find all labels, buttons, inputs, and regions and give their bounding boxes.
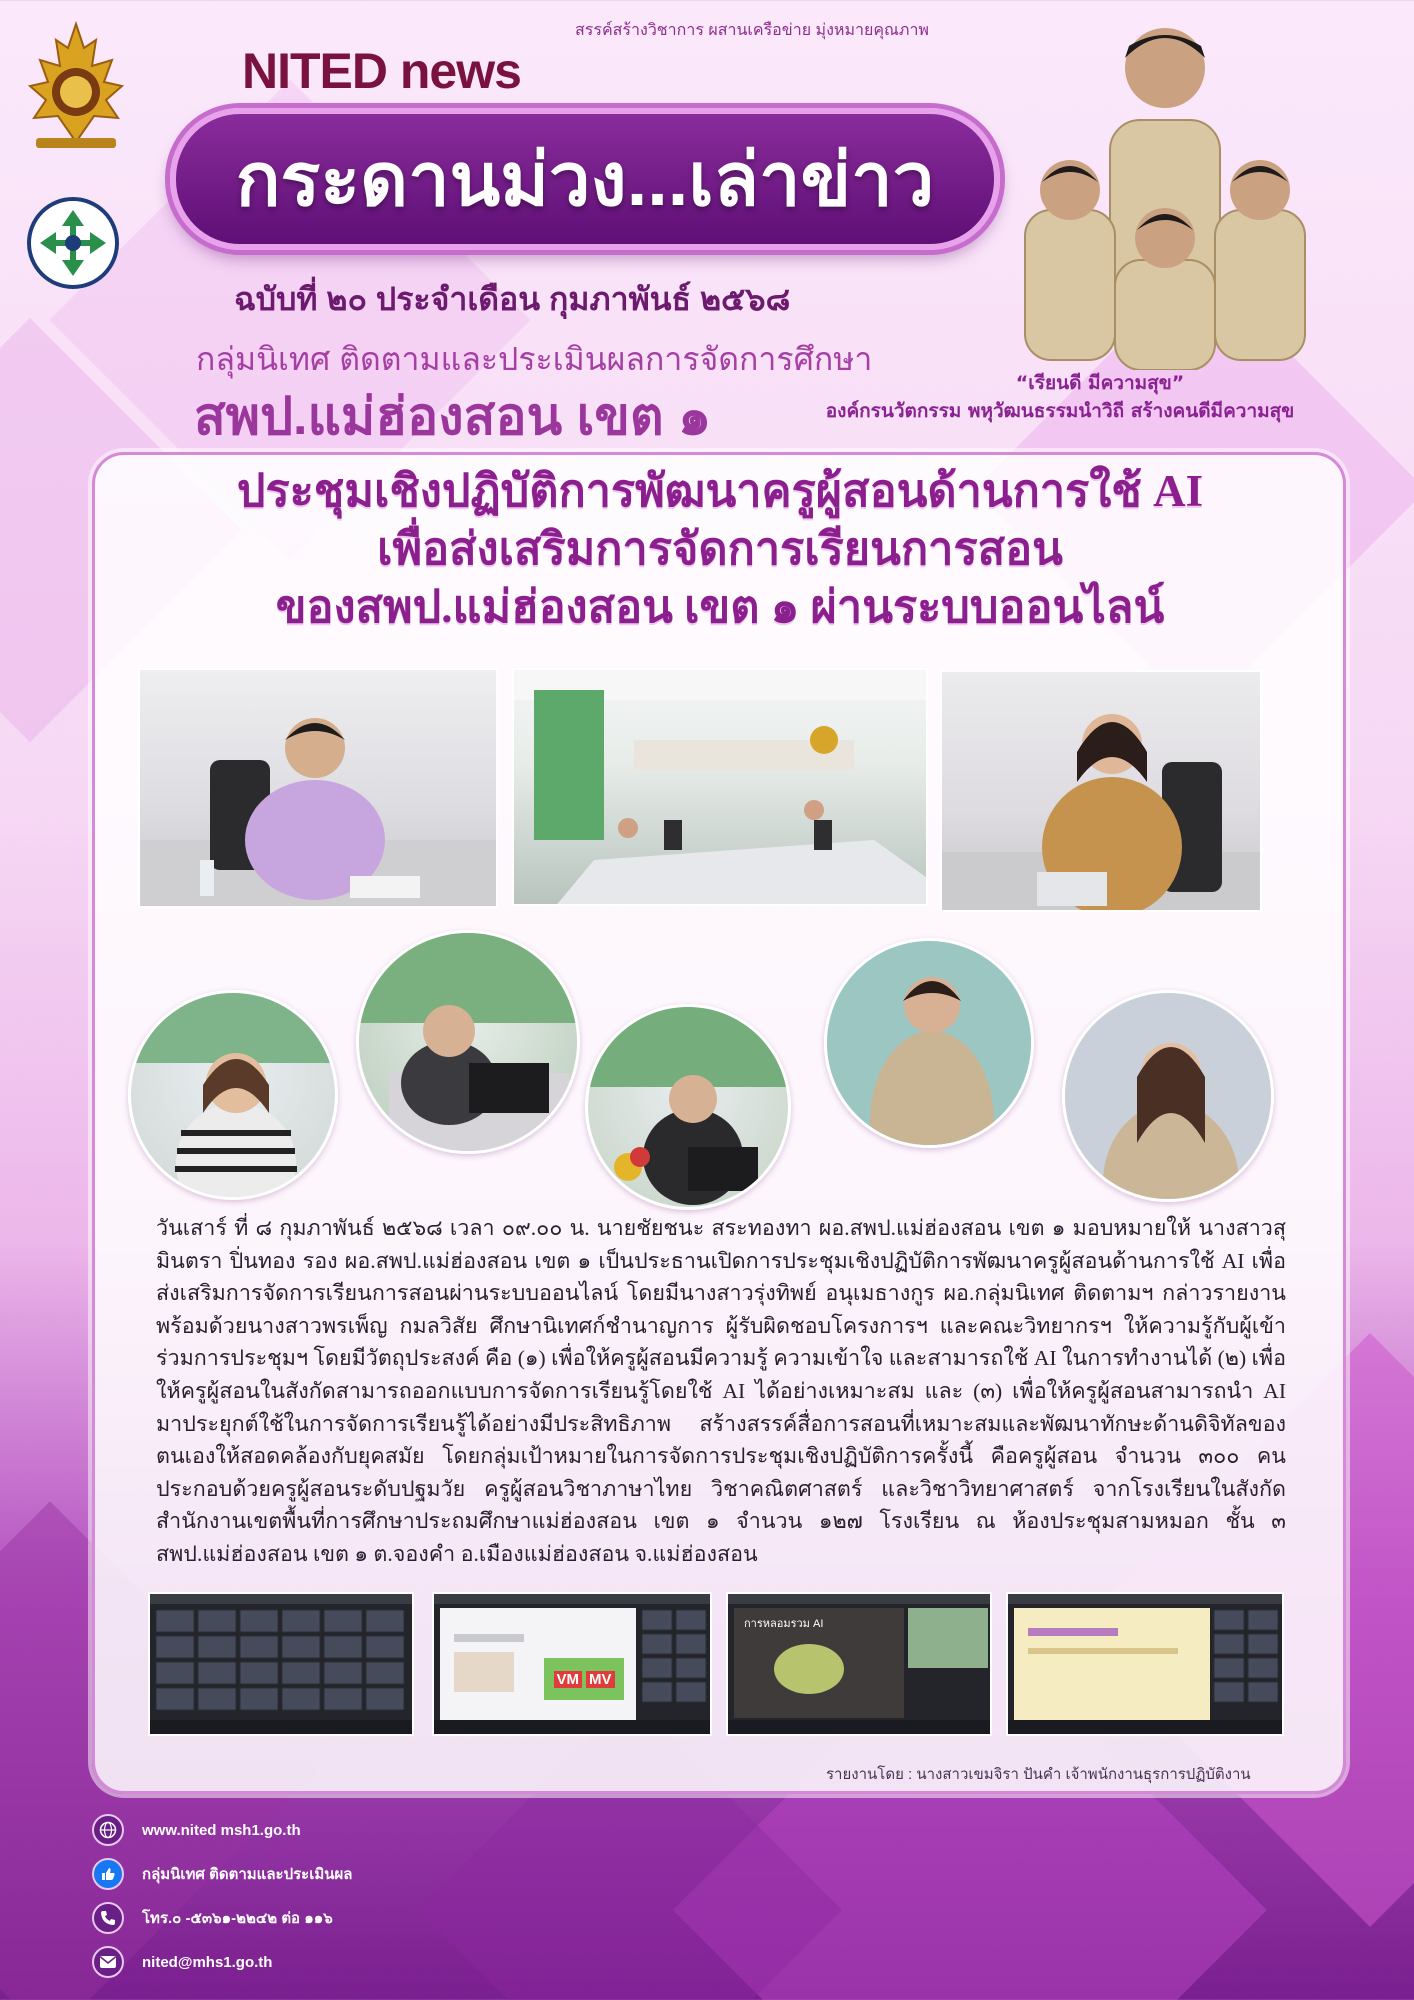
organization-slogan: องค์กรนวัตกรรม พหุวัฒนธรรมนำวิถี สร้างคนดีมีความสุข <box>825 400 1295 422</box>
email-text: nited@mhs1.go.th <box>142 1953 273 1971</box>
globe-icon <box>92 1814 124 1846</box>
email-contact[interactable] <box>92 1946 272 1978</box>
participant-photo <box>356 930 580 1154</box>
title-banner <box>170 108 1000 250</box>
online-meeting-screenshot <box>726 1592 992 1736</box>
ai-slide-title: การหลอมรวม AI <box>744 1618 824 1630</box>
website-contact[interactable] <box>92 1814 301 1846</box>
presenter-photo <box>940 670 1262 912</box>
thumbs-up-icon <box>92 1858 124 1890</box>
header-slogan: สรรค์สร้างวิชาการ ผสานเครือข่าย มุ่งหมายคุณภาพ <box>575 22 929 39</box>
online-meeting-screenshot <box>148 1592 414 1736</box>
supervision-unit-logo <box>26 196 120 290</box>
participant-photo <box>824 938 1034 1148</box>
participant-photo <box>128 990 338 1200</box>
newsletter-name: NITED news <box>242 43 521 99</box>
facebook-contact[interactable] <box>92 1858 352 1890</box>
vm-label: VM <box>554 1671 583 1688</box>
phone-contact[interactable] <box>92 1902 333 1934</box>
office-name: สพป.แม่ฮ่องสอน เขต ๑ <box>194 388 712 446</box>
mv-label: MV <box>586 1671 615 1688</box>
headline-line: เพื่อส่งเสริมการจัดการเรียนการสอน <box>377 524 1063 574</box>
facebook-text: กลุ่มนิเทศ ติดตามและประเมินผล <box>142 1866 353 1883</box>
meeting-photo <box>138 668 498 908</box>
team-photo <box>1015 10 1315 370</box>
meeting-room-photo <box>512 668 928 906</box>
online-meeting-screenshot <box>432 1592 712 1736</box>
online-meeting-screenshot <box>1006 1592 1284 1736</box>
headline-line: ประชุมเชิงปฏิบัติการพัฒนาครูผู้สอนด้านการใช้ AI <box>236 466 1204 516</box>
issue-number: ฉบับที่ ๒๐ ประจำเดือน กุมภาพันธ์ ๒๕๖๘ <box>234 281 791 317</box>
article-headline <box>100 462 1340 636</box>
phone-text: โทร.๐ -๕๓๖๑-๒๒๔๒ ต่อ ๑๑๖ <box>142 1910 333 1927</box>
office-emblem-logo <box>22 20 130 152</box>
mail-icon <box>92 1946 124 1978</box>
participant-photo <box>585 1004 791 1210</box>
motto: “เรียนดี มีความสุข” <box>1015 372 1185 394</box>
reporter-credit: รายงานโดย : นางสาวเขมจิรา ปันคำ เจ้าพนักงานธุรการปฏิบัติงาน <box>826 1766 1251 1783</box>
participant-photo <box>1062 990 1274 1202</box>
banner-title: กระดานม่วง...เล่าข่าว <box>235 138 935 221</box>
headline-line: ของสพป.แม่ฮ่องสอน เขต ๑ ผ่านระบบออนไลน์ <box>275 582 1165 632</box>
website-text: www.nited msh1.go.th <box>142 1821 301 1839</box>
article-body: วันเสาร์ ที่ ๘ กุมภาพันธ์ ๒๕๖๘ เวลา ๐๙.๐๐ น. นายชัยชนะ สระทองทา ผอ.สพป.แม่ฮ่องสอน เขต ๑ มอบหมายให้ นางสาวสุมินตรา ปิ่นทอง รอง ผอ.สพป.แม่ฮ่องสอน เขต ๑ เป็นประธานเปิดการประชุมเชิงปฏิบัติการพัฒนาครูผู้สอนด้านการใช้ AI เพื่อส่งเสริมการจัดการเรียนการสอนผ่านระบบออนไลน์ โดยมีนางสาวรุ่งทิพย์ อนุเมธางกูร ผอ.กลุ่มนิเทศ ติดตามฯ กล่าวรายงาน พร้อมด้วยนางสาวพรเพ็ญ กมลวิสัย ศึกษานิเทศก์ชำนาญการ ผู้รับผิดชอบโครงการฯ และคณะวิทยากรฯ ให้ความรู้กับผู้เข้าร่วมการประชุมฯ โดยมีวัตถุประสงค์ คือ (๑) เพื่อให้ครูผู้สอนมีความรู้ ความเข้าใจ และสามารถใช้ AI ในการทำงานได้ (๒) เพื่อให้ครูผู้สอนในสังกัดสามารถออกแบบการจัดการเรียนรู้โดยใช้ AI ได้อย่างเหมาะสม และ (๓) เพื่อให้ครูผู้สอนสามารถนำ AI มาประยุกต์ใช้ในการจัดการเรียนรู้ได้อย่างมีประสิทธิภาพ สร้างสรรค์สื่อการสอนที่เหมาะสมและพัฒนาทักษะด้านดิจิทัลของตนเองให้สอดคล้องกับยุคสมัย โดยกลุ่มเป้าหมายในการจัดการประชุมเชิงปฏิบัติการครั้งนี้ คือครูผู้สอน จำนวน ๓๐๐ คน ประกอบด้วยครูผู้สอนระดับปฐมวัย ครูผู้สอนวิชาภาษาไทย วิชาคณิตศาสตร์ และวิชาวิทยาศาสตร์ จากโรงเรียนในสังกัดสำนักงานเขตพื้นที่การศึกษาประถมศึกษาแม่ฮ่องสอน เขต ๑ จำนวน ๑๒๗ โรงเรียน ณ ห้องประชุมสามหมอก ชั้น ๓ สพป.แม่ฮ่องสอน เขต ๑ ต.จองคำ อ.เมืองแม่ฮ่องสอน จ.แม่ฮ่องสอน <box>156 1216 1286 1566</box>
phone-icon <box>92 1902 124 1934</box>
unit-name: กลุ่มนิเทศ ติดตามและประเมินผลการจัดการศึกษา <box>196 341 873 377</box>
